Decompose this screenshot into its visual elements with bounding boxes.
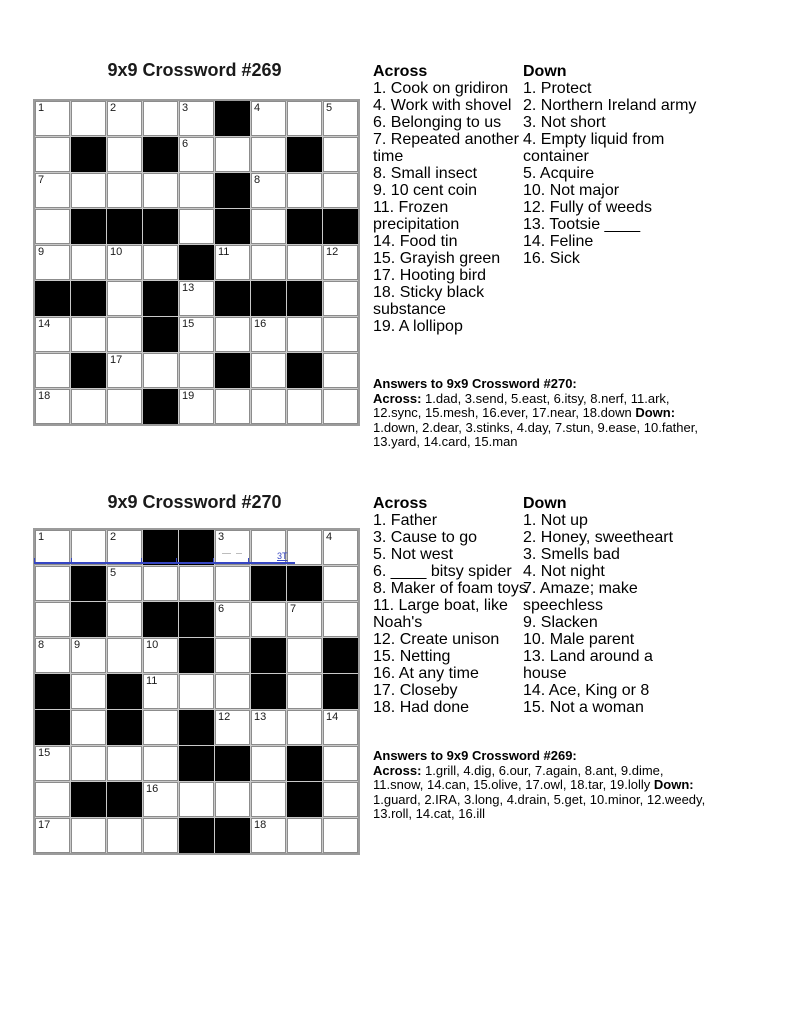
crossword-grid-270 xyxy=(33,528,360,855)
clue: 8. Small insect xyxy=(373,165,478,182)
grid-cell xyxy=(287,638,322,673)
grid-cell xyxy=(251,173,286,208)
clue: 11. Frozen precipitation xyxy=(373,199,460,233)
grid-cell xyxy=(179,782,214,817)
black-cell xyxy=(287,746,322,781)
cell-number: 6 xyxy=(218,603,225,615)
stray-blue-tick xyxy=(71,558,72,564)
grid-cell xyxy=(215,674,250,709)
grid-cell xyxy=(35,137,70,172)
black-cell xyxy=(143,530,178,565)
black-cell xyxy=(179,602,214,637)
cell-number: 5 xyxy=(110,567,117,579)
grid-cell xyxy=(143,782,178,817)
grid-cell xyxy=(107,818,142,853)
grid-cell xyxy=(35,566,70,601)
grid-cell xyxy=(215,389,250,424)
grid-cell xyxy=(107,353,142,388)
grid-cell xyxy=(323,566,358,601)
grid-cell xyxy=(323,173,358,208)
grid-cell xyxy=(287,173,322,208)
grid-cell xyxy=(35,602,70,637)
grid-cell xyxy=(35,818,70,853)
grid-cell xyxy=(35,101,70,136)
grid-cell xyxy=(323,101,358,136)
cell-number: 12 xyxy=(218,711,231,723)
grid-cell xyxy=(143,566,178,601)
clue: 12. Fully of weeds xyxy=(523,199,652,216)
grid-cell xyxy=(71,389,106,424)
across-clue-list xyxy=(373,80,534,335)
clue: 19. A lollipop xyxy=(373,318,463,335)
grid-cell xyxy=(287,710,322,745)
black-cell xyxy=(287,209,322,244)
clue: 9. 10 cent coin xyxy=(373,182,478,199)
clue: 16. Sick xyxy=(523,250,580,267)
grid-cell xyxy=(179,389,214,424)
black-cell xyxy=(71,566,106,601)
clue: 6. Belonging to us xyxy=(373,114,502,131)
grid-cell xyxy=(35,389,70,424)
grid-cell xyxy=(179,281,214,316)
grid-cell xyxy=(35,638,70,673)
cell-number: 11 xyxy=(146,675,158,687)
black-cell xyxy=(35,281,70,316)
grid-cell xyxy=(107,389,142,424)
grid-cell xyxy=(107,746,142,781)
clue: 1. Cook on gridiron xyxy=(373,80,509,97)
cell-number: 18 xyxy=(38,390,51,402)
cell-number: 1 xyxy=(38,531,45,543)
grid-cell xyxy=(323,317,358,352)
answers-section-label: Across: xyxy=(373,762,422,778)
across-header: Across xyxy=(373,63,428,80)
grid-cell xyxy=(71,638,106,673)
clue: 13. Land around a house xyxy=(523,648,653,682)
down-clue-list xyxy=(523,80,699,267)
black-cell xyxy=(107,710,142,745)
black-cell xyxy=(179,710,214,745)
black-cell xyxy=(107,209,142,244)
black-cell xyxy=(35,710,70,745)
cell-number: 16 xyxy=(254,318,267,330)
clue: 8. Maker of foam toys xyxy=(373,580,527,597)
black-cell xyxy=(143,137,178,172)
grid-cell xyxy=(71,746,106,781)
stray-gray-dash xyxy=(236,553,242,554)
grid-cell xyxy=(71,317,106,352)
grid-cell xyxy=(143,674,178,709)
grid-cell xyxy=(251,137,286,172)
grid-cell xyxy=(179,317,214,352)
grid-cell xyxy=(251,317,286,352)
answers-section-label: Down: xyxy=(635,405,676,420)
grid-cell xyxy=(287,818,322,853)
black-cell xyxy=(143,209,178,244)
black-cell xyxy=(179,638,214,673)
grid-cell xyxy=(323,602,358,637)
clue: 7. Amaze; make speechless xyxy=(523,580,638,614)
answers-block-269 xyxy=(373,749,710,822)
grid-cell xyxy=(179,101,214,136)
clue: 1. Father xyxy=(373,512,438,529)
grid-cell xyxy=(251,746,286,781)
black-cell xyxy=(215,209,250,244)
cell-number: 7 xyxy=(38,174,45,186)
grid-cell xyxy=(287,245,322,280)
black-cell xyxy=(215,101,250,136)
black-cell xyxy=(71,602,106,637)
grid-cell xyxy=(71,101,106,136)
stray-blue-tick xyxy=(34,558,35,564)
cell-number: 4 xyxy=(326,531,333,543)
down-header: Down xyxy=(523,495,567,512)
black-cell xyxy=(287,281,322,316)
clue: 7. Repeated another time xyxy=(373,131,519,165)
clue: 14. Feline xyxy=(523,233,594,250)
black-cell xyxy=(215,746,250,781)
grid-cell xyxy=(251,782,286,817)
black-cell xyxy=(251,638,286,673)
grid-cell xyxy=(323,746,358,781)
grid-cell xyxy=(323,710,358,745)
black-cell xyxy=(71,281,106,316)
black-cell xyxy=(323,674,358,709)
cell-number: 17 xyxy=(110,354,123,366)
grid-cell xyxy=(143,710,178,745)
grid-cell xyxy=(251,710,286,745)
stray-blue-tick xyxy=(248,558,249,564)
grid-cell xyxy=(143,746,178,781)
cell-number: 8 xyxy=(254,174,261,186)
cell-number: 10 xyxy=(110,246,123,258)
black-cell xyxy=(251,566,286,601)
grid-cell xyxy=(215,137,250,172)
cell-number: 10 xyxy=(146,639,159,651)
grid-cell xyxy=(179,173,214,208)
stray-blue-tick xyxy=(176,558,177,564)
puzzle-2-down-column xyxy=(523,495,699,716)
grid-cell xyxy=(179,137,214,172)
clue: 14. Food tin xyxy=(373,233,458,250)
puzzle-1-down-column xyxy=(523,63,699,267)
cell-number: 9 xyxy=(74,639,81,651)
cell-number: 19 xyxy=(182,390,195,402)
grid-cell xyxy=(251,353,286,388)
clue: 4. Not night xyxy=(523,563,605,580)
grid-cell xyxy=(35,530,70,565)
black-cell xyxy=(179,530,214,565)
grid-cell xyxy=(251,209,286,244)
grid-cell xyxy=(107,173,142,208)
cell-number: 16 xyxy=(146,783,159,795)
puzzle-2-title: 9x9 Crossword #270 xyxy=(107,492,282,512)
grid-cell xyxy=(287,389,322,424)
grid-cell xyxy=(107,137,142,172)
grid-cell xyxy=(251,389,286,424)
black-cell xyxy=(107,782,142,817)
clue: 4. Empty liquid from container xyxy=(523,131,665,165)
grid-cell xyxy=(143,173,178,208)
black-cell xyxy=(35,674,70,709)
grid-cell xyxy=(143,818,178,853)
clue: 16. At any time xyxy=(373,665,479,682)
black-cell xyxy=(215,818,250,853)
grid-cell xyxy=(107,101,142,136)
grid-cell xyxy=(179,566,214,601)
black-cell xyxy=(179,746,214,781)
grid-cell xyxy=(323,245,358,280)
clue: 9. Slacken xyxy=(523,614,598,631)
clue: 1. Not up xyxy=(523,512,588,529)
black-cell xyxy=(71,209,106,244)
black-cell xyxy=(179,245,214,280)
black-cell xyxy=(287,137,322,172)
cell-number: 13 xyxy=(182,282,195,294)
answers-block-270 xyxy=(373,377,710,450)
cell-number: 6 xyxy=(182,138,189,150)
grid-cell xyxy=(143,245,178,280)
grid-cell xyxy=(323,281,358,316)
puzzle-1-across-column xyxy=(373,63,534,335)
grid-cell xyxy=(143,353,178,388)
grid-cell xyxy=(35,782,70,817)
grid-cell xyxy=(251,101,286,136)
clue: 3. Cause to go xyxy=(373,529,478,546)
clue: 10. Not major xyxy=(523,182,620,199)
cell-number: 15 xyxy=(38,747,51,759)
grid-cell xyxy=(107,245,142,280)
grid-cell xyxy=(143,101,178,136)
clue: 3. Not short xyxy=(523,114,606,131)
puzzle-2-across-column xyxy=(373,495,534,716)
black-cell xyxy=(215,173,250,208)
clue: 6. ____ bitsy spider xyxy=(373,563,512,580)
grid-cell xyxy=(35,353,70,388)
cell-number: 13 xyxy=(254,711,267,723)
across-header: Across xyxy=(373,495,428,512)
grid-cell xyxy=(71,530,106,565)
clue: 14. Ace, King or 8 xyxy=(523,682,650,699)
clue: 3. Smells bad xyxy=(523,546,620,563)
cell-number: 14 xyxy=(326,711,339,723)
grid-cell xyxy=(71,245,106,280)
answers-title: Answers to 9x9 Crossword #270: xyxy=(373,376,577,391)
grid-cell xyxy=(287,317,322,352)
black-cell xyxy=(71,782,106,817)
cell-number: 15 xyxy=(182,318,195,330)
answers-section-label: Down: xyxy=(653,777,694,792)
grid-cell xyxy=(323,353,358,388)
grid-cell xyxy=(71,818,106,853)
answers-text: Across: 1.grill, 4.dig, 6.our, 7.again, 8.ant, 9.dime, 11.snow, 14.can, 15.olive, 17.owl, 18.tar, 19.lolly Down: 1.guard, 2.IRA, 3.long, 4.drain, 5.get, 10.minor, 12.weedy, 13.roll, 14.cat, 16.ill xyxy=(373,762,706,821)
black-cell xyxy=(251,281,286,316)
clue: 2. Northern Ireland army xyxy=(523,97,697,114)
black-cell xyxy=(143,317,178,352)
stray-gray-dash xyxy=(222,553,231,554)
grid-cell xyxy=(215,710,250,745)
cell-number: 2 xyxy=(110,531,117,543)
down-clue-list xyxy=(523,512,699,716)
clue: 2. Honey, sweetheart xyxy=(523,529,674,546)
cell-number: 9 xyxy=(38,246,45,258)
grid-cell xyxy=(35,317,70,352)
black-cell xyxy=(215,353,250,388)
cell-number: 14 xyxy=(38,318,51,330)
clue: 13. Tootsie ____ xyxy=(523,216,641,233)
clue: 15. Grayish green xyxy=(373,250,501,267)
grid-cell xyxy=(71,173,106,208)
black-cell xyxy=(143,389,178,424)
grid-cell xyxy=(71,710,106,745)
clue: 15. Netting xyxy=(373,648,451,665)
answers-section-label: Across: xyxy=(373,390,422,406)
answers-text: Across: 1.dad, 3.send, 5.east, 6.itsy, 8.nerf, 11.ark, 12.sync, 15.mesh, 16.ever, 17.near, 18.down Down: 1.down, 2.dear, 3.stinks, 4.day, 7.stun, 9.ease, 10.father, 13.yard, 14.card, 15.man xyxy=(373,390,698,449)
grid-cell xyxy=(287,674,322,709)
cell-number: 12 xyxy=(326,246,339,258)
clue: 15. Not a woman xyxy=(523,699,644,716)
cell-number: 2 xyxy=(110,102,117,114)
grid-cell xyxy=(215,782,250,817)
black-cell xyxy=(71,353,106,388)
grid-cell xyxy=(215,530,250,565)
grid-cell xyxy=(35,173,70,208)
clue: 12. Create unison xyxy=(373,631,500,648)
black-cell xyxy=(287,782,322,817)
grid-cell xyxy=(143,638,178,673)
clue: 4. Work with shovel xyxy=(373,97,512,114)
clue: 10. Male parent xyxy=(523,631,635,648)
black-cell xyxy=(215,281,250,316)
grid-cell xyxy=(323,389,358,424)
grid-cell xyxy=(179,209,214,244)
black-cell xyxy=(287,353,322,388)
stray-blue-tick xyxy=(213,558,214,564)
grid-cell xyxy=(35,209,70,244)
grid-cell xyxy=(251,818,286,853)
grid-cell xyxy=(179,353,214,388)
grid-cell xyxy=(107,566,142,601)
grid-cell xyxy=(323,818,358,853)
clue: 1. Protect xyxy=(523,80,592,97)
grid-cell xyxy=(251,245,286,280)
black-cell xyxy=(287,566,322,601)
grid-cell xyxy=(215,638,250,673)
black-cell xyxy=(71,137,106,172)
answers-title: Answers to 9x9 Crossword #269: xyxy=(373,748,577,763)
grid-cell xyxy=(287,101,322,136)
cell-number: 11 xyxy=(218,246,230,258)
stray-blue-tick xyxy=(141,558,142,564)
grid-cell xyxy=(71,674,106,709)
black-cell xyxy=(107,674,142,709)
clue: 17. Hooting bird xyxy=(373,267,486,284)
clue: 5. Not west xyxy=(373,546,454,563)
grid-cell xyxy=(215,317,250,352)
black-cell xyxy=(143,602,178,637)
across-clue-list xyxy=(373,512,534,716)
clue: 18. Sticky black substance xyxy=(373,284,485,318)
cell-number: 3 xyxy=(218,531,225,543)
stray-blue-underline xyxy=(34,562,295,564)
grid-cell xyxy=(323,137,358,172)
black-cell xyxy=(323,638,358,673)
cell-number: 7 xyxy=(290,603,297,615)
cell-number: 3 xyxy=(182,102,189,114)
grid-cell xyxy=(215,566,250,601)
grid-cell xyxy=(107,530,142,565)
grid-cell xyxy=(107,602,142,637)
clue: 5. Acquire xyxy=(523,165,595,182)
cell-number: 17 xyxy=(38,819,51,831)
black-cell xyxy=(323,209,358,244)
grid-cell xyxy=(35,746,70,781)
grid-cell xyxy=(107,638,142,673)
grid-cell xyxy=(35,245,70,280)
clue: 11. Large boat, like Noah's xyxy=(373,597,508,631)
black-cell xyxy=(251,674,286,709)
cell-number: 5 xyxy=(326,102,333,114)
stray-blue-mark-label: 3T xyxy=(277,551,288,561)
crossword-grid-269 xyxy=(33,99,360,426)
grid-cell xyxy=(107,317,142,352)
grid-cell xyxy=(323,530,358,565)
grid-cell xyxy=(179,674,214,709)
cell-number: 8 xyxy=(38,639,45,651)
black-cell xyxy=(143,281,178,316)
cell-number: 18 xyxy=(254,819,267,831)
grid-cell xyxy=(215,245,250,280)
cell-number: 4 xyxy=(254,102,261,114)
down-header: Down xyxy=(523,63,567,80)
cell-number: 1 xyxy=(38,102,45,114)
black-cell xyxy=(179,818,214,853)
grid-cell xyxy=(287,602,322,637)
grid-cell xyxy=(287,530,322,565)
grid-cell xyxy=(107,281,142,316)
grid-cell xyxy=(215,602,250,637)
grid-cell xyxy=(323,782,358,817)
grid-cell xyxy=(251,602,286,637)
clue: 17. Closeby xyxy=(373,682,458,699)
puzzle-1-title: 9x9 Crossword #269 xyxy=(107,60,282,80)
clue: 18. Had done xyxy=(373,699,470,716)
